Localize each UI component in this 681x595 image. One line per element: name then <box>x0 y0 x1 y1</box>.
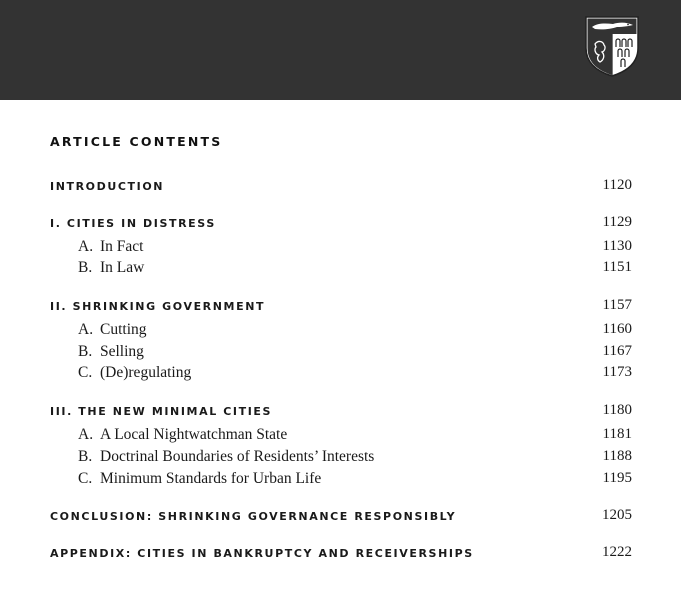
toc-entry-part-1[interactable] <box>50 214 632 234</box>
toc-entry-conclusion[interactable] <box>50 507 632 527</box>
toc-subentry-label: Doctrinal Boundaries of Residents’ Interests <box>100 448 375 465</box>
toc-subentry-2c[interactable] <box>50 364 632 384</box>
toc-subentry-letter: B. <box>78 343 93 360</box>
toc-title: ARTICLE CONTENTS <box>50 134 223 149</box>
toc-subentry-3a[interactable] <box>50 426 632 446</box>
toc-entry-page: 1160 <box>602 321 632 337</box>
toc-subentry-label: A Local Nightwatchman State <box>100 426 288 443</box>
toc-entry-label: III. THE NEW MINIMAL CITIES <box>50 405 273 418</box>
toc-entry-page: 1205 <box>602 507 632 523</box>
page-header <box>0 0 681 100</box>
toc-subentry-label: Minimum Standards for Urban Life <box>100 470 322 487</box>
toc-subentry-1a[interactable] <box>50 238 632 258</box>
toc-entry-page: 1167 <box>602 343 632 359</box>
toc-subentry-1b[interactable] <box>50 259 632 279</box>
toc-entry-part-2[interactable] <box>50 297 632 317</box>
toc-entry-appendix[interactable] <box>50 544 632 564</box>
toc-subentry-3b[interactable] <box>50 448 632 468</box>
toc-subentry-letter: C. <box>78 470 93 487</box>
toc-entry-label: CONCLUSION: SHRINKING GOVERNANCE RESPONSIBLY <box>50 510 457 523</box>
toc-subentry-2a[interactable] <box>50 321 632 341</box>
toc-entry-page: 1188 <box>602 448 632 464</box>
toc-entry-page: 1151 <box>602 259 632 275</box>
toc-subentry-label: Selling <box>100 343 144 360</box>
toc-subentry-label: In Law <box>100 259 145 276</box>
toc-subentry-label: Cutting <box>100 321 147 338</box>
toc-entry-page: 1181 <box>602 426 632 442</box>
toc-entry-part-3[interactable] <box>50 402 632 422</box>
toc-subentry-label: In Fact <box>100 238 144 255</box>
toc-subentry-letter: A. <box>78 426 94 443</box>
toc-entry-label: II. SHRINKING GOVERNMENT <box>50 300 266 313</box>
toc-subentry-letter: C. <box>78 364 93 381</box>
toc-entry-page: 1173 <box>602 364 632 380</box>
toc-entry-page: 1195 <box>602 470 632 486</box>
toc-subentry-label: (De)regulating <box>100 364 192 381</box>
toc-entry-page: 1157 <box>602 297 632 313</box>
toc-entry-page: 1129 <box>602 214 632 230</box>
toc-entry-page: 1180 <box>602 402 632 418</box>
toc-subentry-letter: B. <box>78 259 93 276</box>
toc-entry-label: I. CITIES IN DISTRESS <box>50 217 216 230</box>
toc-entry-page: 1130 <box>602 238 632 254</box>
toc-entry-label: INTRODUCTION <box>50 180 165 193</box>
toc-entry-introduction[interactable] <box>50 177 632 197</box>
toc-entry-page: 1222 <box>602 544 632 560</box>
toc-subentry-2b[interactable] <box>50 343 632 363</box>
toc-subentry-letter: B. <box>78 448 93 465</box>
toc-subentry-letter: A. <box>78 321 94 338</box>
toc-entry-label: APPENDIX: CITIES IN BANKRUPTCY AND RECEIVERSHIPS <box>50 547 474 560</box>
toc-subentry-3c[interactable] <box>50 470 632 490</box>
toc-entry-page: 1120 <box>602 177 632 193</box>
toc-subentry-letter: A. <box>78 238 94 255</box>
yale-law-crest-icon <box>583 14 641 78</box>
